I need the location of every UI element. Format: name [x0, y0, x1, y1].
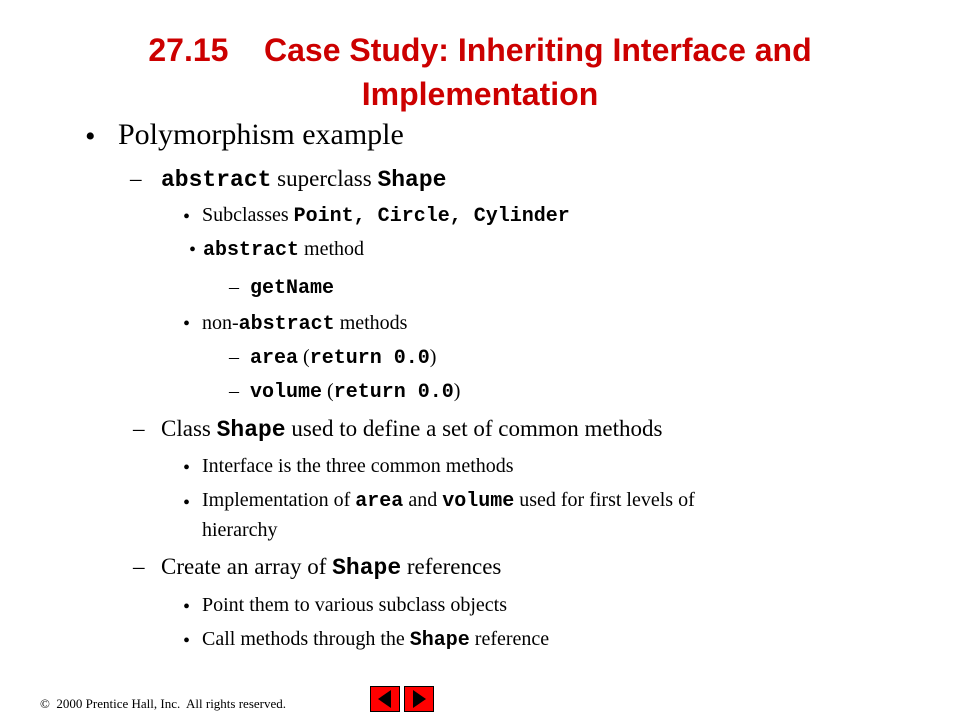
code-area: area [355, 490, 404, 513]
text-polymorphism-example: Polymorphism example [118, 118, 404, 151]
bullet-dot: • [183, 457, 191, 479]
text-paren-close: ) [453, 380, 461, 402]
bullet-dash: – [133, 416, 145, 441]
code-volume: volume [250, 381, 323, 404]
previous-slide-button[interactable] [370, 686, 400, 712]
code-shape: Shape [409, 629, 470, 652]
bullet-dash: – [229, 380, 239, 402]
code-abstract: abstract [238, 313, 335, 336]
text-call-methods [202, 628, 549, 652]
code-return: return 0.0 [309, 347, 430, 370]
text-subclasses-label: Subclasses [202, 204, 294, 226]
triangle-left-icon [371, 687, 399, 711]
code-shape: Shape [332, 555, 402, 581]
text-method: method [299, 238, 365, 260]
bullet-dot: • [183, 206, 191, 228]
text-abstract-superclass [161, 166, 446, 193]
next-slide-button[interactable] [404, 686, 434, 712]
code-getname: getName [250, 277, 335, 300]
text-abstract-method [203, 238, 364, 262]
bullet-dash: – [229, 276, 239, 298]
text-used-for: used for first levels of [514, 489, 695, 511]
bullet-dash: – [130, 166, 142, 191]
bullet-dot: • [183, 313, 191, 335]
bullet-dot: • [183, 630, 191, 652]
code-area: area [250, 347, 299, 370]
text-class: Class [161, 416, 217, 441]
code-shape: Shape [216, 417, 286, 443]
text-create-array [161, 554, 501, 581]
text-methods: methods [334, 312, 408, 334]
text-implementation [202, 489, 695, 513]
text-references: references [401, 554, 502, 579]
text-volume [250, 380, 460, 404]
copyright-footer [40, 696, 286, 712]
text-area [250, 346, 436, 370]
text-superclass: superclass [271, 166, 378, 191]
text-paren-open: ( [322, 380, 334, 402]
code-shape: Shape [377, 167, 447, 193]
copyright-text: 2000 Prentice Hall, Inc. All rights reserved. [49, 696, 286, 711]
slide-title-line-2: Implementation [361, 76, 599, 112]
slide-title [60, 28, 900, 116]
bullet-dot: • [189, 239, 197, 261]
text-paren-open: ( [298, 346, 310, 368]
bullet-dot: • [183, 492, 191, 514]
text-and: and [403, 489, 443, 511]
code-volume: volume [442, 490, 515, 513]
code-subclass-list: Point, Circle, Cylinder [293, 205, 570, 228]
slide-title-line-1: 27.15 Case Study: Inheriting Interface and [148, 32, 812, 68]
bullet-dash: – [229, 346, 239, 368]
text-non: non- [202, 312, 239, 334]
text-subclasses [202, 204, 570, 228]
bullet-dot: • [85, 120, 96, 153]
text-create: Create an array of [161, 554, 333, 579]
text-hierarchy: hierarchy [202, 519, 278, 541]
text-paren-close: ) [429, 346, 437, 368]
bullet-dot: • [183, 596, 191, 618]
code-abstract: abstract [161, 167, 272, 193]
text-class-shape [161, 416, 662, 443]
text-used-to-define: used to define a set of common methods [285, 416, 663, 441]
text-non-abstract-methods [202, 312, 407, 336]
text-reference: reference [469, 628, 550, 650]
bullet-dash: – [133, 554, 145, 579]
code-abstract: abstract [203, 239, 300, 262]
text-impl-of: Implementation of [202, 489, 356, 511]
triangle-right-icon [405, 687, 433, 711]
text-getname [250, 276, 334, 300]
copyright-symbol: © [40, 696, 50, 711]
text-point-them: Point them to various subclass objects [202, 594, 507, 616]
text-interface: Interface is the three common methods [202, 455, 514, 477]
code-return: return 0.0 [333, 381, 454, 404]
text-call: Call methods through the [202, 628, 410, 650]
